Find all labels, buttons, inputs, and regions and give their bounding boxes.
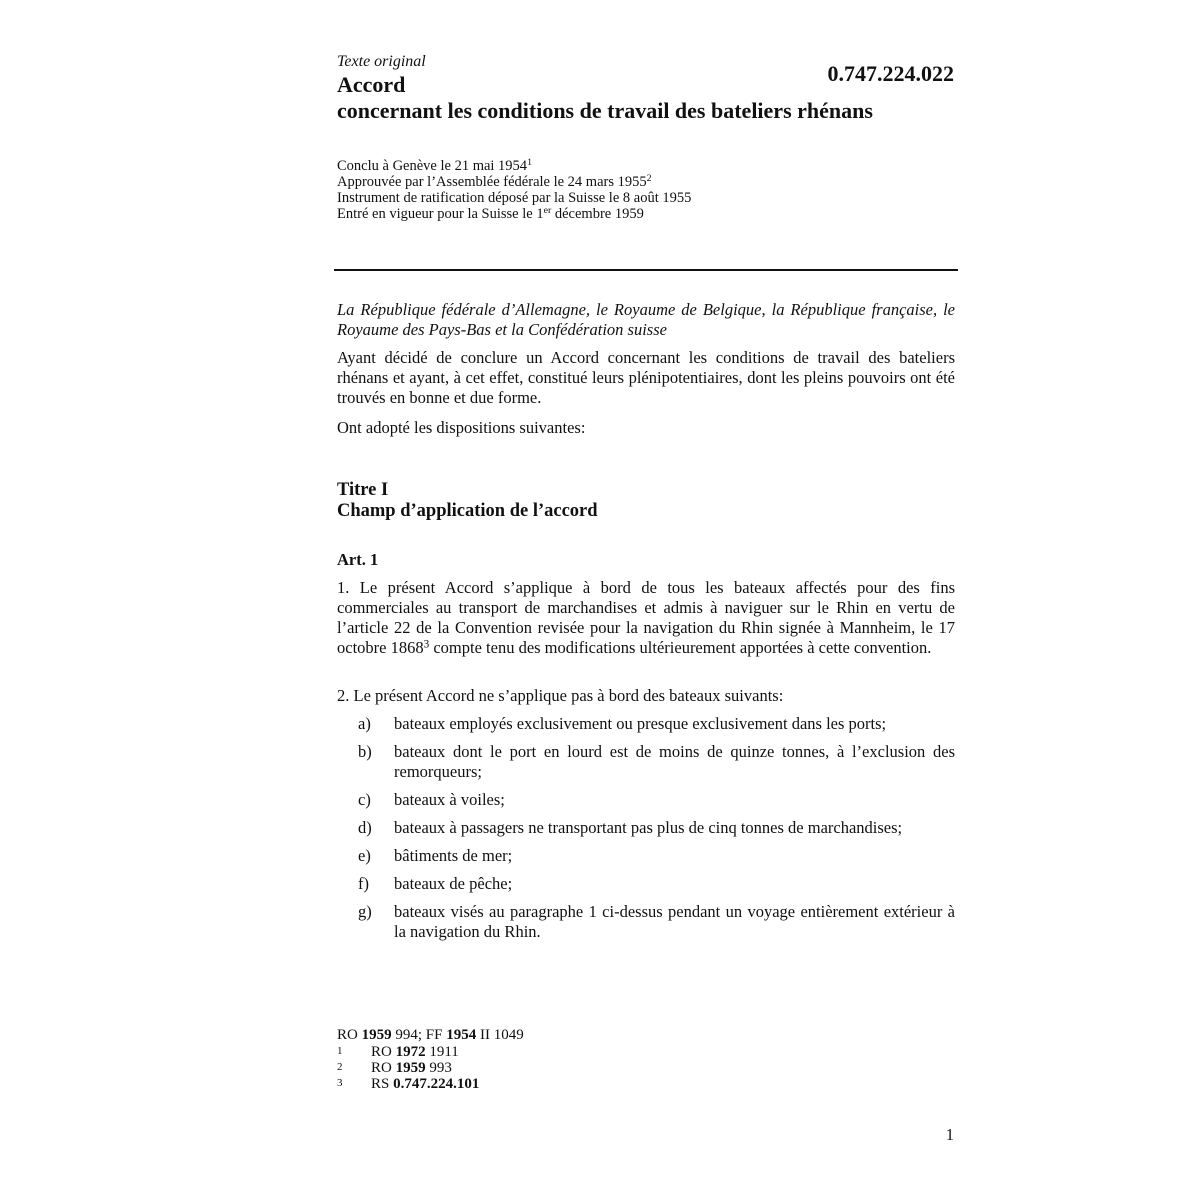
- meta-approved-text: Approuvée par l’Assemblée fédérale le 24 mars 1955: [337, 174, 647, 190]
- meta-in-force-sup: er: [543, 205, 552, 217]
- list-item-letter: g): [358, 902, 372, 921]
- preamble-text: Ayant décidé de conclure un Accord concernant les conditions de travail des bateliers rhénans et ayant, à cet effet, constitué leurs plénipotentiaires, dont les pleins pouvoirs ont été trouvés en bonne et due forme.: [337, 348, 955, 407]
- preamble-parties: La République fédérale d’Allemagne, le Royaume de Belgique, la République française, le Royaume des Pays-Bas et la Confédération suisse: [337, 300, 955, 339]
- list-item-text: bateaux dont le port en lourd est de moins de quinze tonnes, à l’exclusion des remorqueurs;: [394, 742, 955, 781]
- list-item: [337, 846, 955, 866]
- article-paragraph-1: [337, 578, 955, 658]
- list-item-text: bateaux employés exclusivement ou presque exclusivement dans les ports;: [394, 714, 887, 733]
- article-paragraph-2: 2. Le présent Accord ne s’applique pas à bord des bateaux suivants:: [337, 686, 784, 705]
- footnote-text: [371, 1044, 459, 1060]
- meta-line-in-force: [337, 206, 691, 222]
- footnotes-block: [337, 1027, 524, 1092]
- list-item-letter: e): [358, 846, 371, 865]
- footnote-ref-2[interactable]: 2: [646, 173, 652, 185]
- source-bold: 1959: [361, 1027, 392, 1043]
- meta-concluded-text: Conclu à Genève le 21 mai 1954: [337, 158, 528, 174]
- document-number: 0.747.224.022: [827, 61, 954, 86]
- paragraph-1-text: 1. Le présent Accord s’applique à bord de tous les bateaux affectés pour des fins commerciales au transport de marchandises et admis à naviguer sur le Rhin en vertu de l’article 22 de la Convention revisée pour la navigation du Rhin signée à Mannheim, le 17 octobre 1868: [337, 578, 955, 657]
- list-item: [337, 714, 955, 734]
- list-item-text: bateaux de pêche;: [394, 874, 513, 893]
- section-number: Titre I: [337, 480, 389, 500]
- page-number: 1: [945, 1125, 954, 1144]
- list-item-letter: d): [358, 818, 372, 837]
- footnote-suffix: 993: [425, 1060, 452, 1076]
- section-title: [337, 480, 598, 522]
- footnote-bold: 1972: [395, 1044, 426, 1060]
- list-item-text: bâtiments de mer;: [394, 846, 513, 865]
- footnote-text: [371, 1060, 452, 1076]
- list-item-text: bateaux à voiles;: [394, 790, 505, 809]
- list-item-letter: a): [358, 714, 371, 733]
- meta-line-approved: [337, 174, 691, 190]
- footnote-prefix: RO: [371, 1060, 396, 1076]
- list-item-letter: b): [358, 742, 372, 761]
- exclusion-list: [337, 714, 955, 950]
- source-bold: 1954: [446, 1027, 477, 1043]
- list-item: [337, 742, 955, 782]
- document-title: [337, 72, 873, 124]
- article-heading: Art. 1: [337, 550, 379, 569]
- footnote-3: [337, 1076, 524, 1092]
- footnote-text: [371, 1076, 479, 1092]
- list-item-text: bateaux à passagers ne transportant pas plus de cinq tonnes de marchandises;: [394, 818, 903, 837]
- title-line-2: concernant les conditions de travail des bateliers rhénans: [337, 98, 873, 123]
- list-item-text: bateaux visés au paragraphe 1 ci-dessus pendant un voyage entièrement extérieur à la navigation du Rhin.: [394, 902, 955, 941]
- list-item: [337, 874, 955, 894]
- footnote-number: 3: [337, 1077, 343, 1089]
- source-part: 994; FF: [391, 1027, 447, 1043]
- footnote-2: [337, 1060, 524, 1076]
- meta-ratification-text: Instrument de ratification déposé par la Suisse le 8 août 1955: [337, 190, 692, 206]
- footnote-suffix: 1911: [425, 1044, 459, 1060]
- source-part: II 1049: [476, 1027, 524, 1043]
- preamble-adopt: Ont adopté les dispositions suivantes:: [337, 418, 586, 437]
- meta-line-ratification: [337, 190, 691, 206]
- meta-in-force-after: décembre 1959: [551, 206, 644, 222]
- source-reference: [337, 1027, 524, 1044]
- list-item: [337, 818, 955, 838]
- footnote-bold: 0.747.224.101: [393, 1076, 480, 1092]
- metadata-block: [337, 158, 691, 222]
- footnote-ref-1[interactable]: 1: [527, 157, 532, 169]
- paragraph-1-text-end: compte tenu des modifications ultérieurement apportées à cette convention.: [429, 638, 932, 657]
- footnote-number: 1: [337, 1045, 343, 1057]
- list-item-letter: c): [358, 790, 371, 809]
- meta-line-concluded: [337, 158, 691, 174]
- footnote-bold: 1959: [395, 1060, 426, 1076]
- footnote-ref-3[interactable]: 3: [423, 638, 430, 651]
- horizontal-rule: [334, 269, 958, 271]
- footnote-prefix: RO: [371, 1044, 396, 1060]
- list-item: [337, 902, 955, 942]
- footnote-1: [337, 1044, 524, 1060]
- meta-in-force-text: Entré en vigueur pour la Suisse le 1: [337, 206, 544, 222]
- footnote-prefix: RS: [371, 1076, 394, 1092]
- section-name: Champ d’application de l’accord: [337, 501, 598, 521]
- title-line-1: Accord: [337, 72, 406, 97]
- source-part: RO: [337, 1027, 362, 1043]
- texte-original-label: Texte original: [337, 53, 426, 70]
- list-item: [337, 790, 955, 810]
- footnote-number: 2: [337, 1061, 343, 1073]
- list-item-letter: f): [358, 874, 369, 893]
